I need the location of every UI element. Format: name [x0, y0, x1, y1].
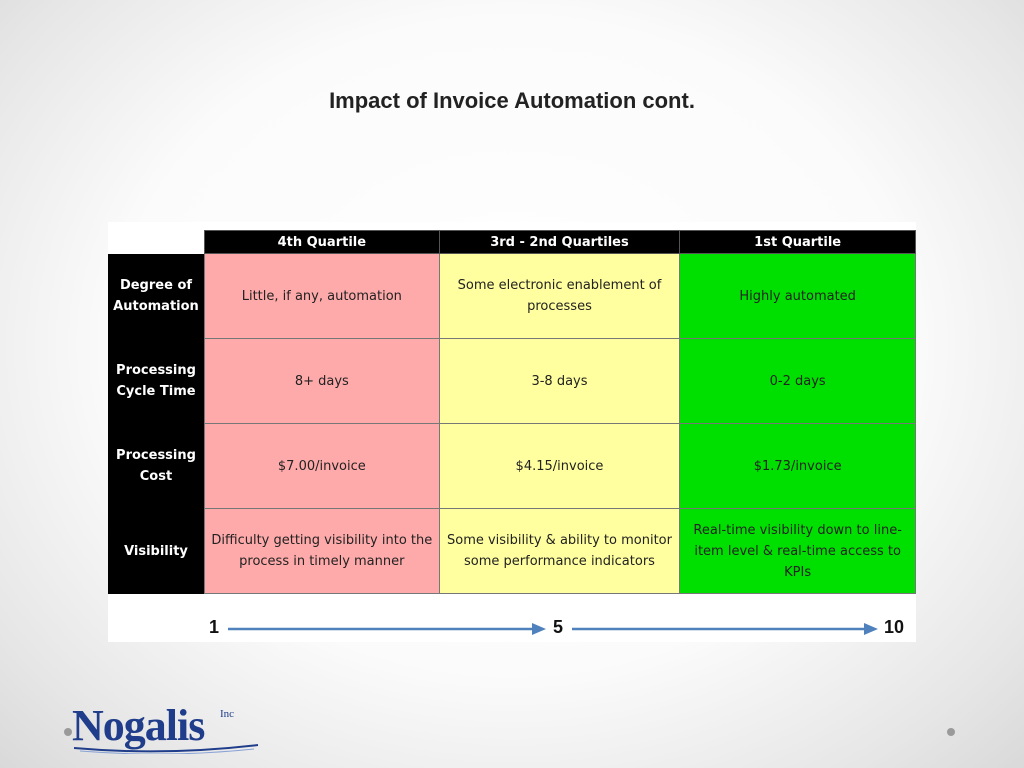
- row-label: Degree of Automation: [108, 254, 204, 339]
- column-header: 1st Quartile: [680, 231, 916, 254]
- column-header: 3rd - 2nd Quartiles: [439, 231, 680, 254]
- maturity-scale: [108, 617, 916, 643]
- table-cell: Highly automated: [680, 254, 916, 339]
- table-row: [108, 424, 916, 509]
- table-cell: Little, if any, automation: [204, 254, 439, 339]
- table-cell: Some visibility & ability to monitor some performance indicators: [439, 509, 680, 594]
- quartile-panel: [108, 222, 916, 642]
- table-cell: 0-2 days: [680, 339, 916, 424]
- header-blank: [108, 231, 204, 254]
- scale-arrow-icon: [572, 619, 880, 639]
- table-cell: Some electronic enablement of processes: [439, 254, 680, 339]
- decor-dot-left: [64, 728, 72, 736]
- table-cell: 8+ days: [204, 339, 439, 424]
- logo-suffix: Inc: [220, 708, 235, 720]
- table-cell: $1.73/invoice: [680, 424, 916, 509]
- table-cell: Difficulty getting visibility into the process in timely manner: [204, 509, 439, 594]
- scale-label-end: 10: [884, 617, 905, 637]
- table-cell: Real-time visibility down to line-item level & real-time access to KPIs: [680, 509, 916, 594]
- table-row: [108, 509, 916, 594]
- table-cell: $4.15/invoice: [439, 424, 680, 509]
- quartile-table: [108, 230, 916, 594]
- header-row: [108, 231, 916, 254]
- decor-dot-right: [947, 728, 955, 736]
- row-label: Visibility: [108, 509, 204, 594]
- logo-swoosh-icon: [74, 742, 260, 754]
- company-logo: [72, 700, 272, 760]
- column-header: 4th Quartile: [204, 231, 439, 254]
- scale-label-start: 1: [209, 617, 220, 637]
- table-cell: $7.00/invoice: [204, 424, 439, 509]
- table-cell: 3-8 days: [439, 339, 680, 424]
- row-label: Processing Cost: [108, 424, 204, 509]
- table-row: [108, 339, 916, 424]
- table-row: [108, 254, 916, 339]
- row-label: Processing Cycle Time: [108, 339, 204, 424]
- slide-title: Impact of Invoice Automation cont.: [329, 88, 695, 113]
- scale-arrow-icon: [228, 619, 548, 639]
- logo-wordmark: Nogalis: [72, 701, 205, 750]
- scale-label-mid: 5: [553, 617, 564, 637]
